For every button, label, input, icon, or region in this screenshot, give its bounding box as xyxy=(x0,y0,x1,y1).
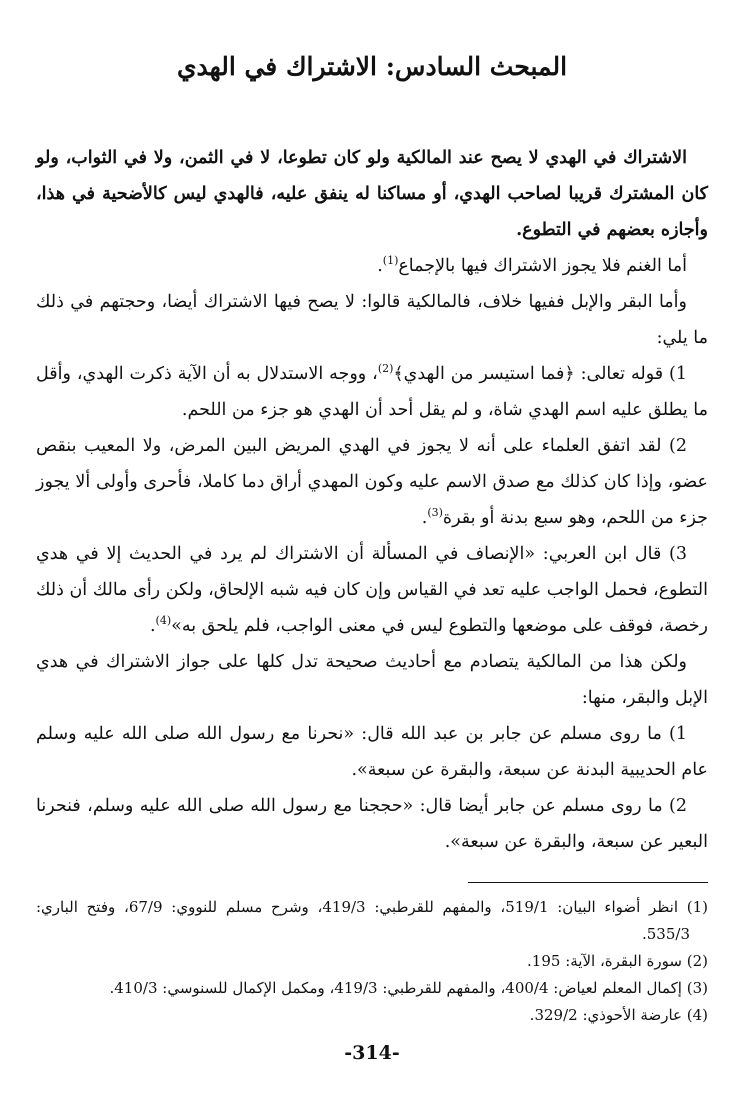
paragraph-however: ولكن هذا من المالكية يتصادم مع أحاديث صحيحة تدل كلها على جواز الاشتراك في هدي الإبل والبقر، منها: xyxy=(36,652,708,708)
argument-2-end: . xyxy=(421,508,428,528)
argument-1-text-a: 1) قوله تعالى: ﴿فما استيسر من الهدي﴾ xyxy=(393,364,687,384)
hadith-1: 1) ما روى مسلم عن جابر بن عبد الله قال: «نحرنا مع رسول الله صلى الله عليه وسلم عام الحديبية البدنة عن سبعة، والبقرة عن سبعة». xyxy=(36,724,708,780)
footnote-ref-2: (2) xyxy=(377,362,394,376)
section-title: المبحث السادس: الاشتراك في الهدي xyxy=(176,52,568,81)
hadith-2: 2) ما روى مسلم عن جابر أيضا قال: «حججنا مع رسول الله صلى الله عليه وسلم، فنحرنا البعير عن سبعة، والبقرة عن سبعة». xyxy=(36,796,708,852)
page-number: -314- xyxy=(344,1042,400,1064)
footnote-2: (2) سورة البقرة، الآية: 195. xyxy=(527,952,708,970)
footnote-1: (1) انظر أضواء البيان: 519/1، والمفهم للقرطبي: 419/3، وشرح مسلم للنووي: 67/9، وفتح الباري: 535/3. xyxy=(36,898,708,943)
main-text xyxy=(36,140,708,860)
argument-1 xyxy=(36,356,708,428)
argument-3-end: . xyxy=(149,616,156,636)
footnote-ref-3: (3) xyxy=(427,506,443,520)
argument-1-text-b: ، ووجه الاستدلال به أن الآية ذكرت الهدي، وأقل ما يطلق عليه اسم الهدي شاة، و لم يقل أحد أن الهدي هو جزء من اللحم. xyxy=(36,364,708,420)
argument-3 xyxy=(36,536,708,644)
lead-paragraph: الاشتراك في الهدي لا يصح عند المالكية ولو كان تطوعا، لا في الثمن، ولا في الثواب، ولو كان المشترك قريبا لصاحب الهدي، أو مساكنا له ينفق عليه، فالهدي ليس كالأضحية في هذا، وأجازه بعضهم في التطوع. xyxy=(36,148,708,240)
paragraph-sheep-text: أما الغنم فلا يجوز الاشتراك فيها بالإجماع xyxy=(398,256,687,276)
footnote-separator xyxy=(468,882,708,883)
footnotes xyxy=(36,894,708,1029)
argument-3-text: 3) قال ابن العربي: «الإنصاف في المسألة أن الاشتراك لم يرد في الحديث إلا في هدي التطوع، فحمل الواجب عليه تعد في القياس وإن كان فيه شبه الإلحاق، ولكن رأى مالك أن ذلك رخصة، فوقف على موضعها والتطوع ليس في معنى الواجب، فلم يلحق به» xyxy=(36,544,708,636)
argument-2 xyxy=(36,428,708,536)
footnote-ref-4: (4) xyxy=(155,614,172,628)
footnote-ref-1: (1) xyxy=(382,254,399,268)
argument-2-text: 2) لقد اتفق العلماء على أنه لا يجوز في الهدي المريض البين المرض، ولا المعيب بنقص عضو، وإذا كان كذلك مع صدق الاسم عليه وكون المهدي أراق دما كاملا، فأحرى وأولى ألا يجوز جزء من اللحم، وهو سبع بدنة أو بقرة xyxy=(36,436,708,528)
paragraph-sheep-end: . xyxy=(377,256,383,276)
paragraph-cattle-camels: وأما البقر والإبل ففيها خلاف، فالمالكية قالوا: لا يصح فيها الاشتراك أيضا، وحجتهم في ذلك ما يلي: xyxy=(36,292,708,348)
footnote-4: (4) عارضة الأحوذي: 329/2. xyxy=(529,1006,708,1024)
paragraph-sheep xyxy=(36,248,708,284)
footnote-3: (3) إكمال المعلم لعياض: 400/4، والمفهم للقرطبي: 419/3، ومكمل الإكمال للسنوسي: 410/3. xyxy=(109,979,708,997)
